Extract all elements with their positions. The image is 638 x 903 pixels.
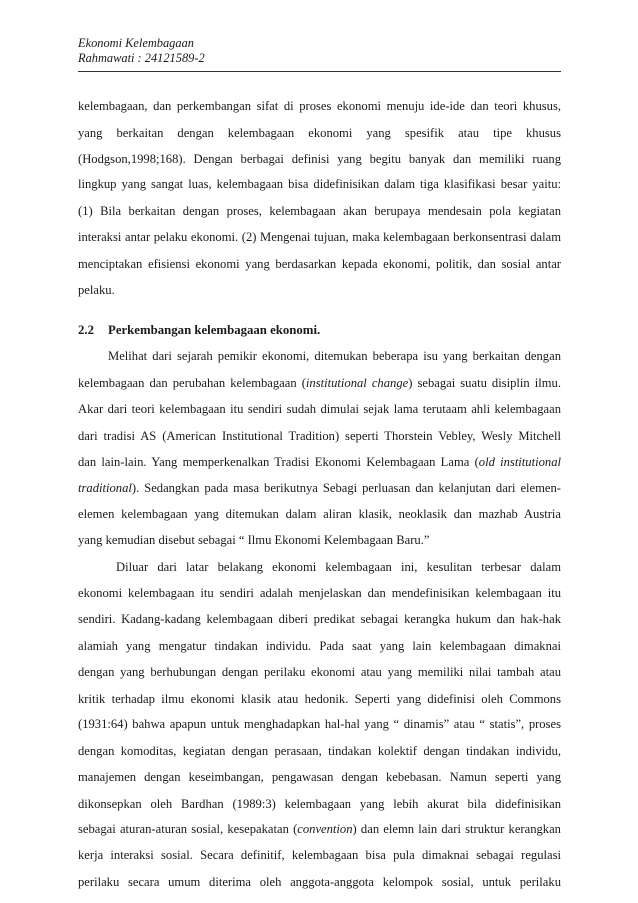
text-line: menciptakan efisiensi ekonomi yang berdasarkan kepada ekonomi, politik, dan sosial antar: [78, 256, 561, 271]
text-line: kelembagaan, dan perkembangan sifat di proses ekonomi menuju ide-ide dan teori khusus,: [78, 99, 561, 113]
text-line: sebagai aturan-aturan sosial, kesepakatan (convention) dan elemn lain dari struktur kerangkan: [78, 822, 561, 837]
header-author: Rahmawati : 24121589-2: [78, 51, 205, 65]
text-line: kerja interaksi sosial. Secara definitif, kelembagaan bisa pula dimaknai sebagai regulasi: [78, 848, 561, 863]
text-line: lingkup yang sangat luas, kelembagaan bisa didefinisikan dalam tiga klasifikasi besar yaitu:: [78, 177, 561, 192]
text-line: dari tradisi AS (American Institutional Tradition) seperti Thorstein Vebley, Wesly Mitchell: [78, 428, 561, 443]
running-header: [78, 36, 561, 66]
header-rule: [78, 71, 561, 72]
text-line: (1) Bila berkaitan dengan proses, kelembagaan akan berupaya mendesain pola kegiatan: [78, 204, 561, 219]
text-line: kelembagaan dan perubahan kelembagaan (institutional change) sebagai suatu disiplin ilmu.: [78, 376, 561, 391]
text-line: dan lain-lain. Yang memperkenalkan Tradisi Ekonomi Kelembagaan Lama (old institutional: [78, 454, 561, 469]
text-line: dengan komoditas, kegiatan dengan perasaan, tindakan kolektif dengan tindakan individu,: [78, 744, 561, 759]
text-line: ekonomi kelembagaan itu sendiri adalah menjelaskan dan mendefinisikan kelembagaan itu: [78, 586, 561, 601]
text-line: dengan yang berhubungan dengan perilaku ekonomi atau yang memiliki nilai tambah atau: [78, 664, 561, 679]
text-line: traditional). Sedangkan pada masa berikutnya Sebagi perluasan dan kelanjutan dari elemen-: [78, 481, 561, 496]
text-line: manajemen dengan keseimbangan, pengawasan dengan kebebasan. Namun seperti yang: [78, 769, 561, 784]
text-line: alamiah yang mengatur tindakan individu. Pada saat yang lain kelembagaan dimaknai: [78, 639, 561, 653]
section-number: 2.2: [78, 322, 94, 337]
text-line: yang kemudian disebut sebagai “ Ilmu Ekonomi Kelembagaan Baru.”: [78, 532, 430, 547]
text-line: (Hodgson,1998;168). Dengan berbagai definisi yang begitu banyak dan memiliki ruang: [78, 151, 561, 166]
text-line: pelaku.: [78, 282, 115, 297]
text-line: Diluar dari latar belakang ekonomi kelembagaan ini, kesulitan terbesar dalam: [116, 559, 561, 574]
section-title: Perkembangan kelembagaan ekonomi.: [108, 322, 321, 337]
text-line: kritik terhadap ilmu ekonomi klasik atau hedonik. Seperti yang didefinisi oleh Commons: [78, 691, 561, 706]
text-line: sendiri. Kadang-kadang kelembagaan diberi predikat sebagai kerangka hukum dan hak-hak: [78, 612, 561, 627]
text-line: (1931:64) bahwa apapun untuk menghadapkan hal-hal yang “ dinamis” atau “ statis”, proses: [78, 717, 561, 732]
header-title: Ekonomi Kelembagaan: [78, 36, 194, 50]
text-line: Akar dari teori kelembagaan itu sendiri sudah dimulai sejak lama terutaam ahli kelembagaan: [78, 401, 561, 416]
text-line: perilaku secara umum diterima oleh anggota-anggota kelompok sosial, untuk perilaku: [78, 875, 561, 889]
text-line: dikonsepkan oleh Bardhan (1989:3) kelembagaan yang lebih akurat bila didefinisikan: [78, 796, 561, 811]
text-line: elemen kelembagaan yang ditemukan dalam aliran klasik, neoklasik dan mazhab Austria: [78, 507, 561, 522]
text-line: interaksi antar pelaku ekonomi. (2) Mengenai tujuan, maka kelembagaan berkonsentrasi dalam: [78, 229, 561, 244]
text-line: Melihat dari sejarah pemikir ekonomi, ditemukan beberapa isu yang berkaitan dengan: [108, 349, 561, 364]
text-line: yang berkaitan dengan kelembagaan ekonomi yang spesifik atau tipe khusus: [78, 125, 561, 140]
